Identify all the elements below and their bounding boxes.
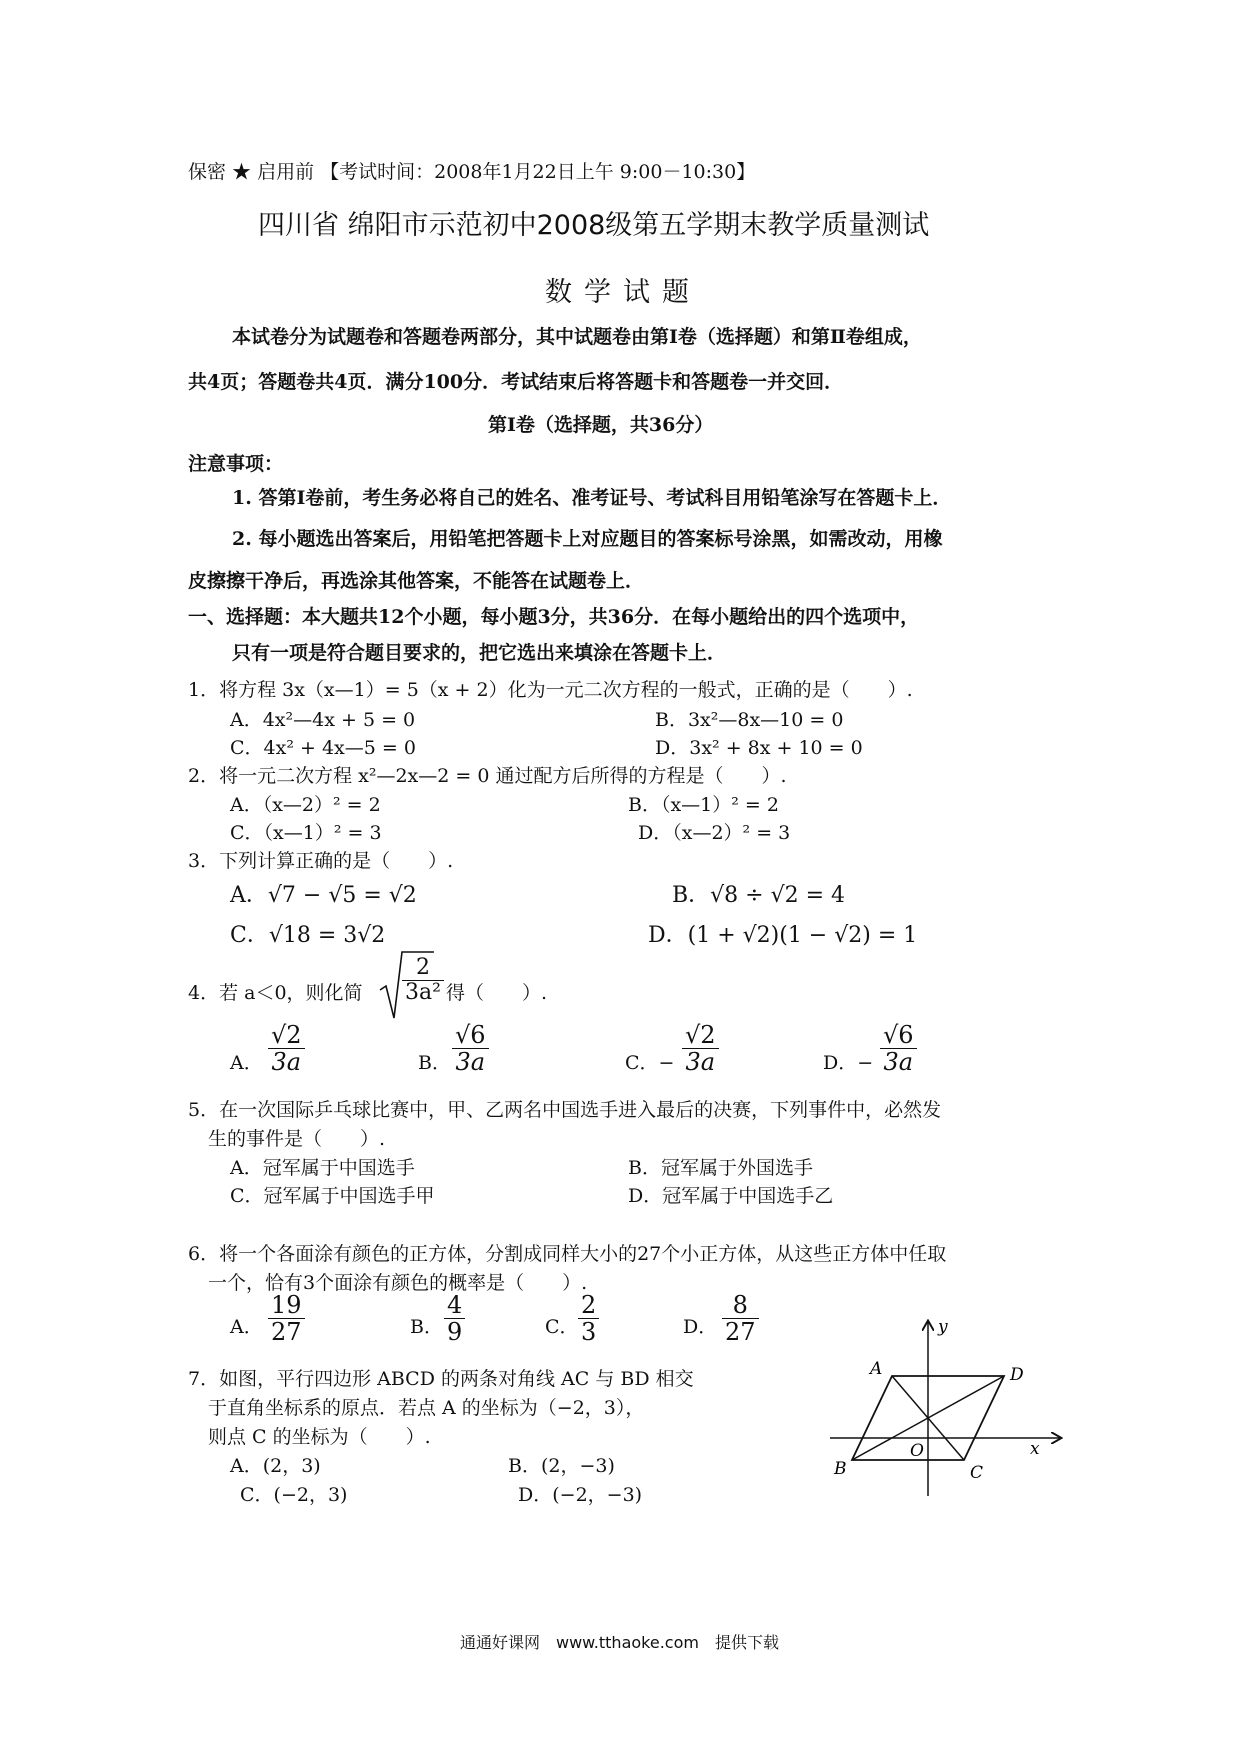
label-b: B [834,1459,847,1479]
q7-option-b: B．(2，−3) [508,1455,615,1477]
q1-option-b: B．3x²—8x—10 = 0 [655,709,844,731]
q4-option-b-label: B． [418,1052,451,1074]
q7-option-a: A．(2，3) [230,1455,321,1477]
q4-stem-pre: 4．若 a＜0，则化简 [188,982,363,1004]
q7-option-c: C．(−2，3) [240,1484,348,1506]
label-a: A [870,1359,883,1379]
q6-stem-2: 一个，恰有3个面涂有颜色的概率是（ ）. [208,1272,588,1294]
notes-title: 注意事项： [188,453,284,475]
part1-line-2: 只有一项是符合题目要求的，把它选出来填涂在答题卡上． [232,642,727,664]
q4-option-a-den: 3a [271,1048,302,1077]
q3-stem: 3．下列计算正确的是（ ）. [188,850,454,872]
q1-option-c: C．4x² + 4x—5 = 0 [230,737,416,759]
exam-title: 四川省 绵阳市示范初中2008级第五学期末教学质量测试 [258,210,930,241]
note-1: 1. 答第Ⅰ卷前，考生务必将自己的姓名、准考证号、考试科目用铅笔涂写在答题卡上． [232,487,952,509]
q4-option-a-num: √2 [268,1022,305,1049]
q7-stem-3: 则点 C 的坐标为（ ）. [208,1426,431,1448]
q4-option-a-label: A． [230,1052,263,1074]
note-2a: 2. 每小题选出答案后，用铅笔把答题卡上对应题目的答案标号涂黑，如需改动，用橡 [232,528,943,550]
q4-option-a [268,1022,305,1076]
q4-option-c-den: 3a [685,1048,716,1077]
q6-option-b-num: 4 [444,1292,465,1319]
q6-option-c-num: 2 [578,1292,599,1319]
q5-option-d: D．冠军属于中国选手乙 [628,1185,834,1207]
q6-option-b-den: 9 [447,1318,463,1347]
q4-option-b [452,1022,489,1076]
q2-option-c: C．（x—1）² = 3 [230,822,382,844]
q5-stem-2: 生的事件是（ ）. [208,1128,386,1150]
intro-line-2: 共4页；答题卷共4页．满分100分．考试结束后将答题卡和答题卷一并交回． [188,371,844,393]
q4-radicand [402,956,444,1005]
q4-option-b-num: √6 [452,1022,489,1049]
q5-stem-1: 5．在一次国际乒乓球比赛中，甲、乙两名中国选手进入最后的决赛，下列事件中，必然发 [188,1099,942,1121]
q4-option-b-den: 3a [455,1048,486,1077]
q6-option-d-den: 27 [725,1318,756,1347]
q4-option-d-den: 3a [883,1048,914,1077]
q6-option-d [722,1292,759,1346]
label-o: O [910,1441,924,1461]
q6-option-a-num: 19 [268,1292,305,1319]
part1-line-1: 一、选择题：本大题共12个小题，每小题3分，共36分．在每小题给出的四个选项中， [188,606,920,628]
q4-option-d-label: D．− [823,1052,874,1074]
q3-option-c: C．√18 = 3√2 [230,923,386,948]
q5-option-a: A．冠军属于中国选手 [230,1157,415,1179]
q2-stem: 2．将一元二次方程 x²—2x—2 = 0 通过配方后所得的方程是（ ）. [188,765,787,787]
intro-line-1: 本试卷分为试题卷和答题卷两部分，其中试题卷由第Ⅰ卷（选择题）和第Ⅱ卷组成， [232,326,922,348]
q1-option-d: D．3x² + 8x + 10 = 0 [655,737,863,759]
q4-option-d-num: √6 [880,1022,917,1049]
q3-option-b: B．√8 ÷ √2 = 4 [672,883,846,908]
q4-option-d [880,1022,917,1076]
q4-stem-post: 得（ ）. [446,982,548,1004]
q5-option-b: B．冠军属于外国选手 [628,1157,813,1179]
parallelogram-figure [820,1318,1070,1500]
q6-stem-1: 6．将一个各面涂有颜色的正方体，分割成同样大小的27个小正方体，从这些正方体中任取 [188,1243,947,1265]
footer-text: 通通好课网 www.tthaoke.com 提供下载 [460,1633,779,1652]
q6-option-b [444,1292,465,1346]
q3-option-d: D．(1 + √2)(1 − √2) = 1 [648,923,918,948]
q4-option-c-num: √2 [682,1022,719,1049]
q6-option-a-den: 27 [271,1318,302,1347]
q6-option-d-label: D． [683,1316,718,1338]
q4-option-c [682,1022,719,1076]
q2-option-d: D．（x—2）² = 3 [638,822,791,844]
q4-radicand-den: 3a² [405,980,441,1006]
confidential-line: 保密 ★ 启用前 【考试时间：2008年1月22日上午 9:00－10:30】 [188,161,756,183]
label-c: C [970,1463,984,1483]
q6-option-c-den: 3 [581,1318,597,1347]
section-heading: 第Ⅰ卷（选择题，共36分） [488,414,714,436]
q2-option-b: B．（x—1）² = 2 [628,794,779,816]
q1-option-a: A．4x²—4x + 5 = 0 [230,709,416,731]
q2-option-a: A．（x—2）² = 2 [230,794,381,816]
q3-option-a: A．√7 − √5 = √2 [230,883,417,908]
label-d: D [1010,1365,1024,1385]
q6-option-c [578,1292,599,1346]
label-x: x [1030,1439,1040,1459]
exam-subtitle: 数学试题 [545,277,701,308]
q6-option-c-label: C． [545,1316,579,1338]
q4-option-c-label: C．− [625,1052,675,1074]
q6-option-a [268,1292,305,1346]
q6-option-b-label: B． [410,1316,443,1338]
q4-radicand-num: 2 [402,956,444,981]
q1-stem: 1．将方程 3x（x—1）= 5（x + 2）化为一元二次方程的一般式，正确的是（ ）. [188,679,913,701]
q7-stem-2: 于直角坐标系的原点．若点 A 的坐标为（−2，3）， [208,1397,645,1419]
q7-option-d: D．(−2，−3) [518,1484,643,1506]
q6-option-a-label: A． [230,1316,263,1338]
q7-stem-1: 7．如图，平行四边形 ABCD 的两条对角线 AC 与 BD 相交 [188,1368,694,1390]
note-2b: 皮擦擦干净后，再选涂其他答案，不能答在试题卷上． [188,570,645,592]
label-y: y [938,1318,948,1337]
q5-option-c: C．冠军属于中国选手甲 [230,1185,435,1207]
q6-option-d-num: 8 [722,1292,759,1319]
